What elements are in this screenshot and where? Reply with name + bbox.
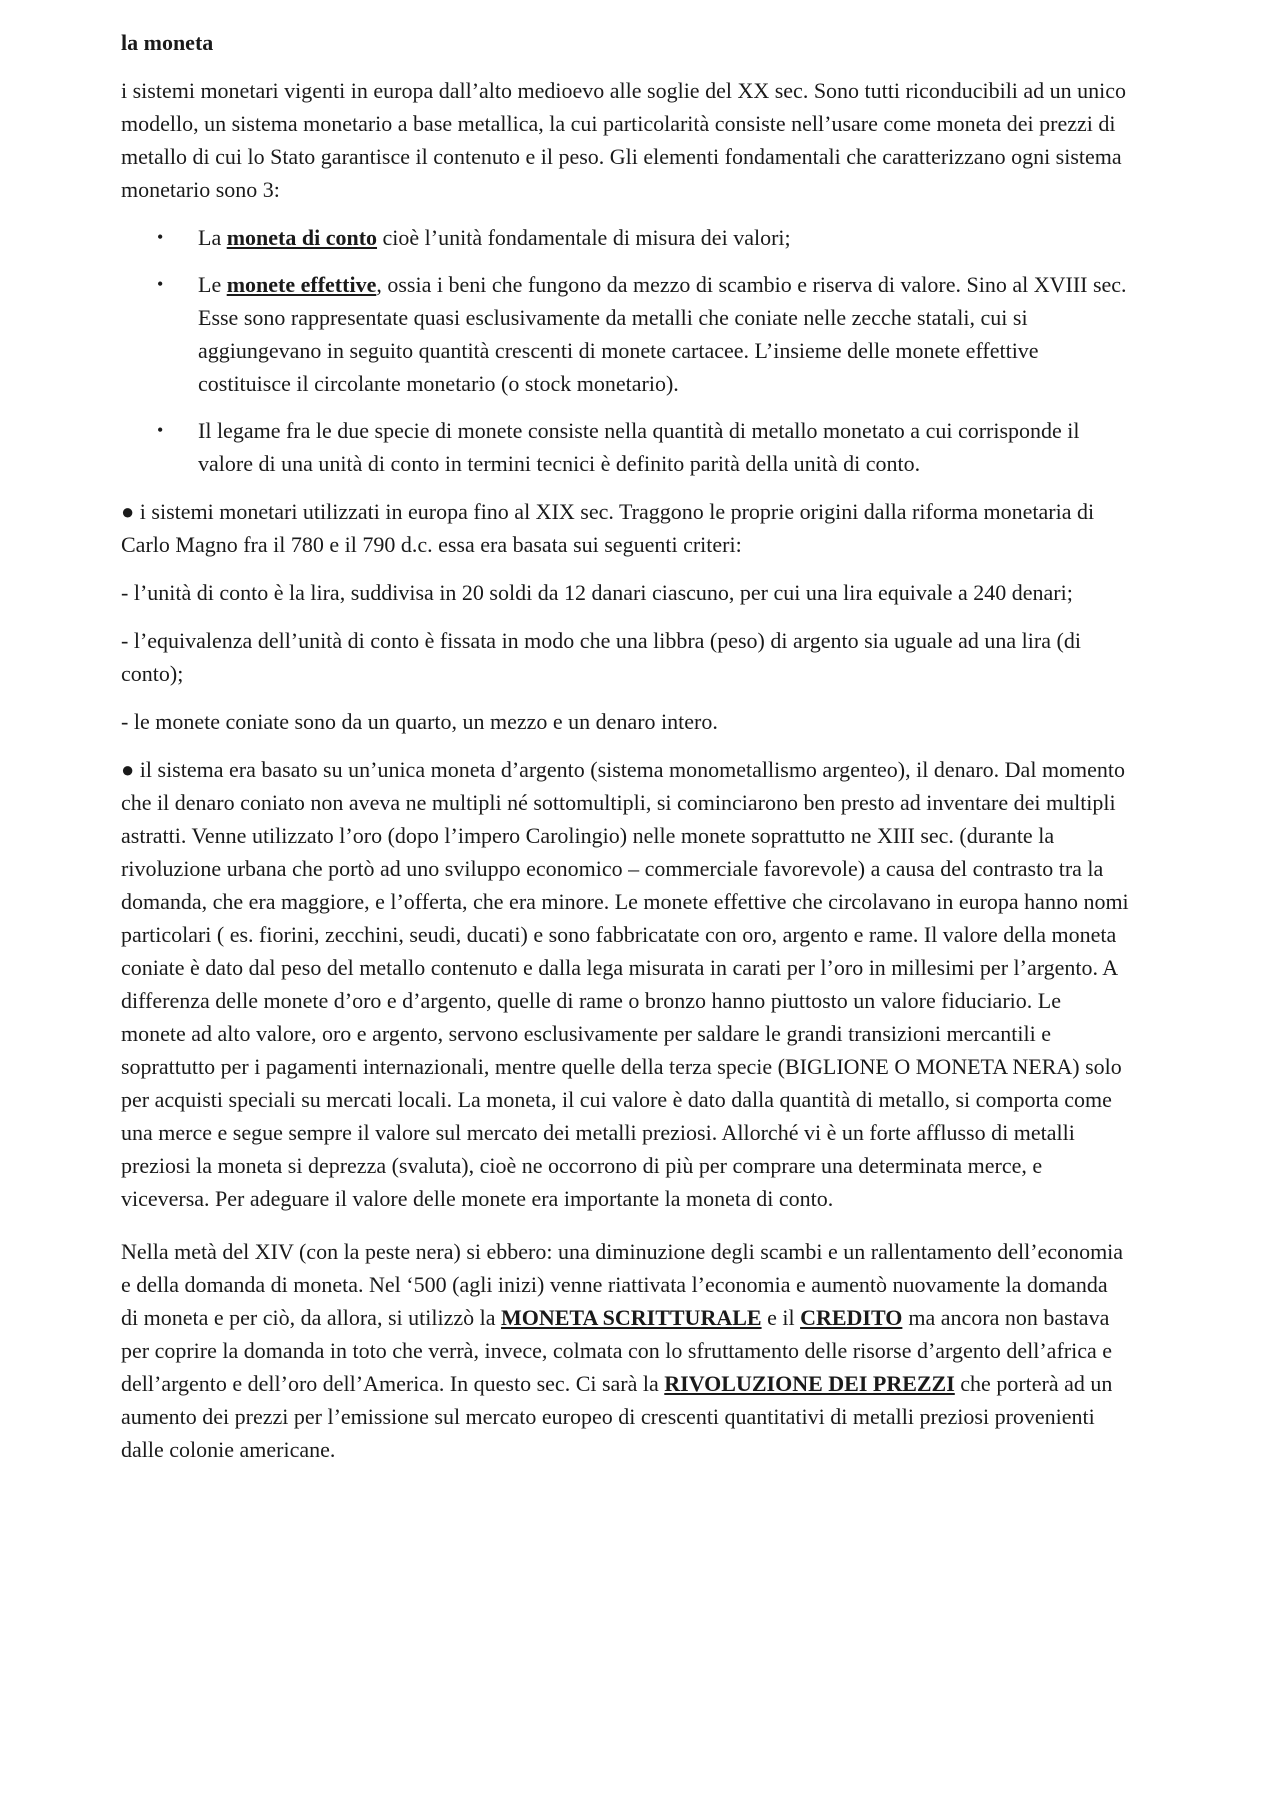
bullet-marker: • [157, 227, 164, 247]
origins-paragraph: ● i sistemi monetari utilizzati in europa fino al XIX sec. Traggono le proprie origini dalla riforma monetaria di Carlo Magno fra il 780 e il 790 d.c. essa era basata sui seguenti criteri: [121, 499, 1095, 557]
criterion-2: - l’equivalenza dell’unità di conto è fissata in modo che una libbra (peso) di argento sia uguale ad una lira (di conto); [121, 628, 1081, 686]
system-paragraph: ● il sistema era basato su un’unica moneta d’argento (sistema monometallismo argenteo), il denaro. Dal momento che il denaro coniato non aveva ne multipli né sottomultipli, si cominciarono ben presto ad inventare dei multipli astratti. Venne utilizzato l’oro (dopo l’impero Carolingio) nelle monete soprattutto ne XIII sec. (durante la rivoluzione urbana che portò ad uno sviluppo economico – commerciale favorevole) a causa del contrasto tra la domanda, che era maggiore, e l’offerta, che era minore. Le monete effettive che circolavano in europa hanno nomi particolari ( es. fiorini, zecchini, seudi, ducati) e sono fabbricatate con oro, argento e rame. Il valore della moneta coniate è dato dal peso del metallo contenuto e dalla lega misurata in carati per l’oro in millesimi per l’argento. A differenza delle monete d’oro e d’argento, quelle di rame o bronzo hanno piuttosto un valore fiduciario. Le monete ad alto valore, oro e argento, servono esclusivamente per saldare le grandi transizioni mercantili e soprattutto per i pagamenti internazionali, mentre quelle della terza specie (BIGLIONE O MONETA NERA) solo per acquisti speciali su mercati locali. La moneta, il cui valore è dato dalla quantità di metallo, si comporta come una merce e segue sempre il valore sul mercato dei metalli preziosi. Allorché vi è un forte afflusso di metalli preziosi la moneta si deprezza (svaluta), cioè ne occorrono di più per comprare una determinata merce, e viceversa. Per adeguare il valore delle monete era importante la moneta di conto. [121, 757, 1129, 1211]
term-monete-effettive: monete effettive [226, 272, 377, 297]
intro-paragraph: i sistemi monetari vigenti in europa dall’alto medioevo alle soglie del XX sec. Sono tutti riconducibili ad un unico modello, un sistema monetario a base metallica, la cui particolarità consiste nell’usare come moneta dei prezzi di metallo di cui lo Stato garantisce il contenuto e il peso. Gli elementi fondamentali che caratterizzano ogni sistema monetario sono 3: [121, 78, 1127, 202]
final-paragraph: Nella metà del XIV (con la peste nera) si ebbero: una diminuzione degli scambi e un rallentamento dell’economia e della domanda di moneta. Nel ‘500 (agli inizi) venne riattivata l’economia e aumentò nuovamente la domanda di moneta e per ciò, da allora, si utilizzò la MONETA SCRITTURALE e il CREDITO ma ancora non bastava per coprire la domanda in toto che verrà, invece, colmata con lo sfruttamento delle risorse d’argento dell’africa e dell’argento e dell’oro dell’America. In questo sec. Ci sarà la RIVOLUZIONE DEI PREZZI che porterà ad un aumento dei prezzi per l’emissione sul mercato europeo di crescenti quantitativi di metalli preziosi provenienti dalle colonie americane. [121, 1239, 1124, 1462]
list-item: • La moneta di conto cioè l’unità fondamentale di misura dei valori; [121, 221, 1130, 254]
criterion-3: - le monete coniate sono da un quarto, un mezzo e un denaro intero. [121, 709, 718, 734]
list-item: • Le monete effettive, ossia i beni che fungono da mezzo di scambio e riserva di valore. Sino al XVIII sec. Esse sono rappresentate quasi esclusivamente da metalli che coniate nelle zecche statali, cui si aggiungevano in seguito quantità crescenti di monete cartacee. L’insieme delle monete effettive costituisce il circolante monetario (o stock monetario). [121, 268, 1130, 400]
term-moneta-di-conto: moneta di conto [226, 225, 378, 250]
elements-list [121, 221, 1130, 480]
criterion-1: - l’unità di conto è la lira, suddivisa in 20 soldi da 12 danari ciascuno, per cui una lira equivale a 240 denari; [121, 580, 1073, 605]
term-moneta-scritturale: MONETA SCRITTURALE [500, 1305, 762, 1330]
list-item: • Il legame fra le due specie di monete consiste nella quantità di metallo monetato a cui corrisponde il valore di una unità di conto in termini tecnici è definito parità della unità di conto. [121, 414, 1130, 480]
bullet-marker: • [157, 274, 164, 294]
bullet-marker: • [157, 420, 164, 440]
term-rivoluzione-dei-prezzi: RIVOLUZIONE DEI PREZZI [664, 1371, 955, 1396]
page-title: la moneta [121, 30, 214, 55]
term-credito: CREDITO [800, 1305, 903, 1330]
